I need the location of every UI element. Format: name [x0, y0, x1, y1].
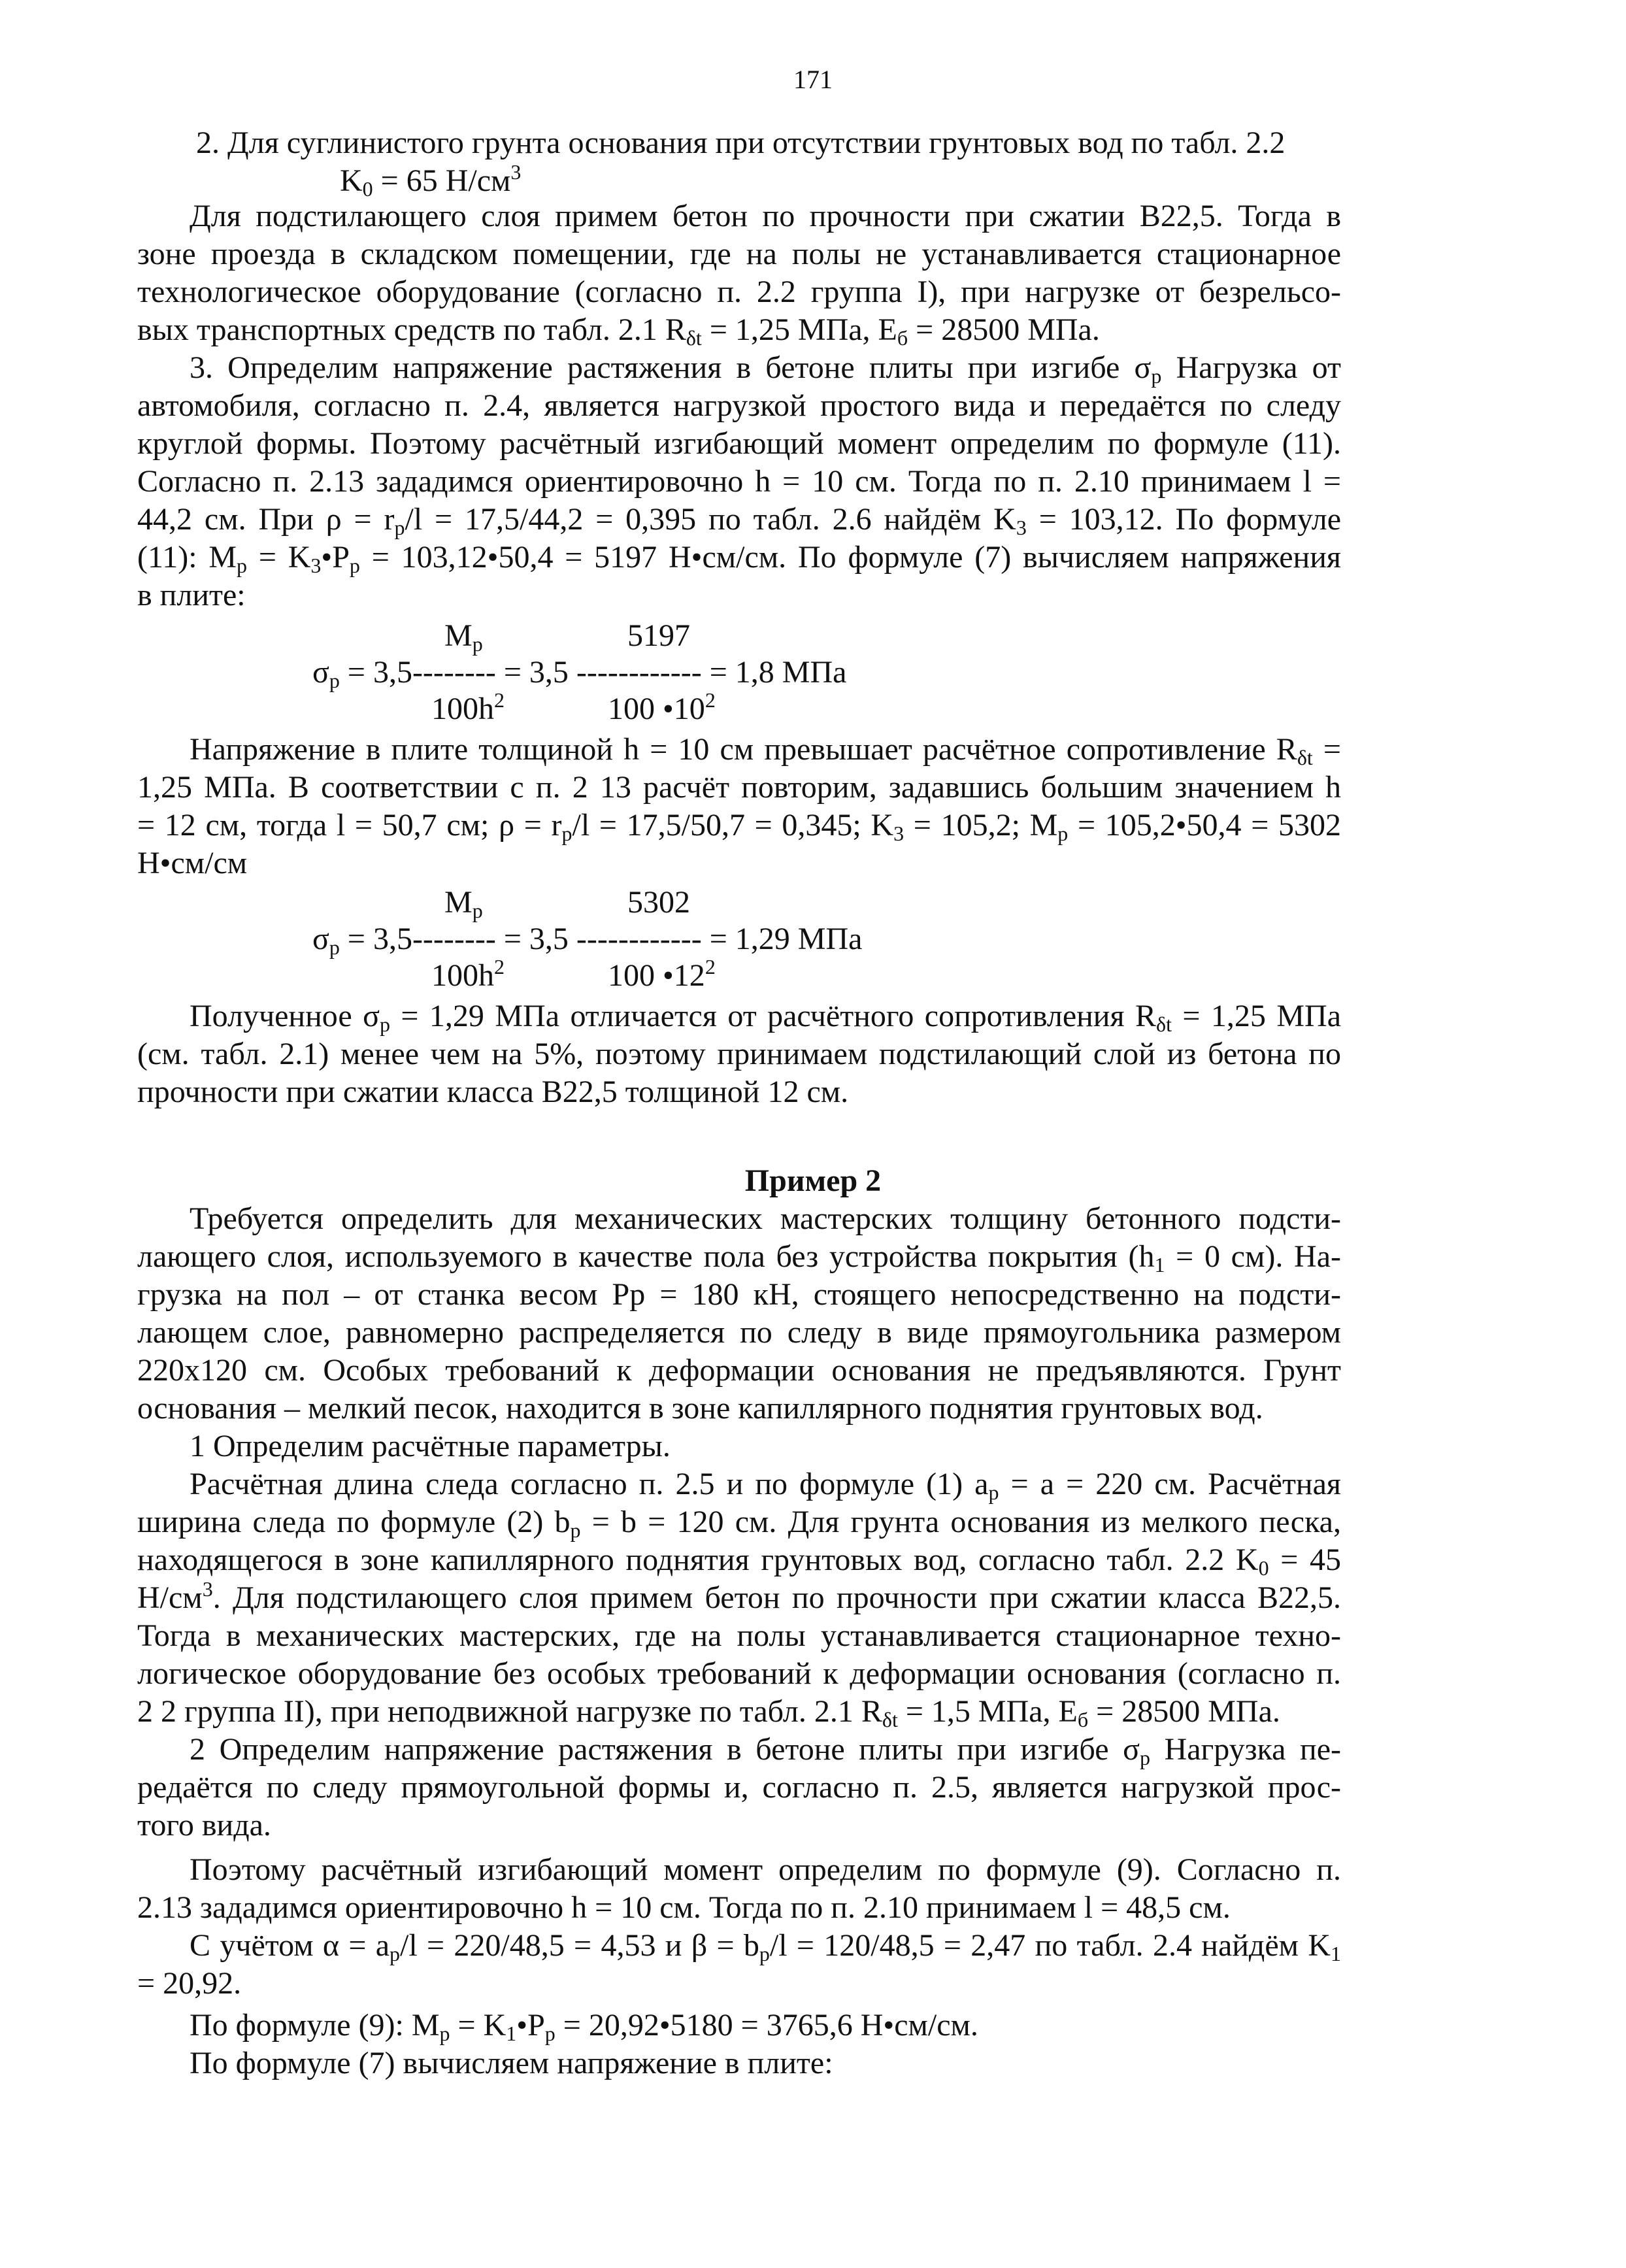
- text-line: Расчётная длина следа согласно п. 2.5 и по формуле (1) $a_p = a = 220$ см. Расчётная: [190, 1467, 1341, 1504]
- text-line: вых транспортных средств по табл. 2.1 $R_{\delta t} = 1,25$ МПа, $E_б = 28500$ МПа.: [137, 312, 1100, 350]
- text-line: $M_p$: [444, 885, 483, 922]
- text-line: (11): $M_p$ = $K_3•P_p$ = 103,12•50,4 = 5197 Н•см/см. По формуле (7) вычисляем напряжения: [137, 540, 1342, 577]
- text-line: лающего слоя, используемого в качестве пола без устройства покрытия ($h_1 = 0$ см). На-: [137, 1239, 1342, 1276]
- text-line: Требуется определить для механических мастерских толщину бетонного подсти-: [190, 1201, 1341, 1236]
- text-line: $Н/см^3$. Для подстилающего слоя примем бетон по прочности при сжатии класса В22,5.: [137, 1577, 1341, 1615]
- text-line: 2.13 зададимся ориентировочно h = 10 см. Тогда по п. 2.10 принимаем l = 48,5 см.: [137, 1890, 1231, 1925]
- text-line: $100h^2$: [431, 955, 505, 993]
- text-line: (см. табл. 2.1) менее чем на 5%, поэтому принимаем подстилающий слой из бетона по: [137, 1037, 1341, 1071]
- text-line: в плите:: [137, 578, 246, 612]
- text-line: прочности при сжатии класса В22,5 толщиной 12 см.: [137, 1075, 849, 1109]
- text-line: 2. Для суглинистого грунта основания при отсутствии грунтовых вод по табл. 2.2: [196, 125, 1286, 160]
- text-line: $K_0 = 65$ $Н/см^3$: [340, 160, 522, 201]
- text-line: 3. Определим напряжение растяжения в бетоне плиты при изгибе $\sigma_p$ Нагрузка от: [190, 350, 1341, 388]
- text-line: Тогда в механических мастерских, где на полы устанавливается стационарное техно-: [137, 1618, 1341, 1653]
- text-line: $\sigma_p = 3,5-------- = 3,5$ ------------ = 1,29 МПа: [312, 922, 863, 959]
- text-line: $M_p$: [444, 618, 483, 656]
- page-number: 171: [793, 65, 833, 94]
- text-line: С учётом $\alpha = a_p/l = 220/48,5 = 4,53$ и $\beta = b_p/l = 120/48,5 = 2,47$ по табл. 2.4 найдём $K_1$: [190, 1928, 1342, 1965]
- text-line: лающем слое, равномерно распределяется по следу в виде прямоугольника размером: [137, 1315, 1341, 1350]
- text-line: логическое оборудование без особых требований к деформации основания (согласно п.: [137, 1656, 1341, 1691]
- text-line: 5197: [627, 618, 690, 653]
- text-line: = 12 см, тогда l = 50,7 см; $\rho = r_p/l = 17,5/50,7 = 0,345$; $K_3 = 105,2$; $M_p$ = 105,2•50,4 = 5302: [137, 808, 1341, 845]
- text-line: ширина следа по формуле (2) $b_p = b = 120$ см. Для грунта основания из мелкого песка,: [137, 1505, 1341, 1542]
- text-line: 44,2 см. При $\rho = r_p/l = 17,5/44,2 = 0,395$ по табл. 2.6 найдём $K_3 = 103,12$. По формуле: [137, 502, 1341, 539]
- text-line: По формуле (9): $M_p$ = $K_1•P_p$ = 20,92•5180 = 3765,6 Н•см/см.: [190, 2008, 978, 2045]
- text-line: грузка на пол – от станка весом Pp = 180 кН, стоящего непосредственно на подсти-: [137, 1277, 1341, 1312]
- text-line: 2 2 группа II), при неподвижной нагрузке по табл. 2.1 $R_{\delta t} = 1,5$ МПа, $E_б = 28500$ МПа.: [137, 1694, 1280, 1731]
- text-line: круглой формы. Поэтому расчётный изгибающий момент определим по формуле (11).: [137, 426, 1341, 461]
- text-line: зоне проезда в складском помещении, где на полы не устанавливается стационарное: [137, 237, 1341, 271]
- text-line: = 20,92.: [137, 1966, 242, 2001]
- text-line: $\sigma_p = 3,5-------- = 3,5$ ------------ = 1,8 МПа: [312, 655, 847, 692]
- text-line: Н•см/см: [137, 846, 248, 880]
- text-line: 2 Определим напряжение растяжения в бетоне плиты при изгибе $\sigma_p$ Нагрузка пе-: [190, 1732, 1342, 1769]
- section-heading: Пример 2: [744, 1163, 882, 1198]
- text-line: 1 Определим расчётные параметры.: [190, 1429, 671, 1463]
- text-line: технологическое оборудование (согласно п. 2.2 группа I), при нагрузке от безрельсо-: [137, 275, 1341, 309]
- text-line: 220x120 см. Особых требований к деформации основания не предъявляются. Грунт: [137, 1353, 1341, 1388]
- text-line: По формуле (7) вычисляем напряжение в плите:: [190, 2046, 833, 2080]
- text-line: Для подстилающего слоя примем бетон по прочности при сжатии В22,5. Тогда в: [190, 199, 1341, 233]
- text-line: того вида.: [137, 1808, 271, 1843]
- text-line: $100h^2$: [431, 688, 505, 726]
- text-line: 1,25 МПа. В соответствии с п. 2 13 расчёт повторим, задавшись большим значением h: [137, 770, 1341, 805]
- text-line: 100 $•12^2$: [608, 955, 716, 993]
- text-line: редаётся по следу прямоугольной формы и, согласно п. 2.5, является нагрузкой прос-: [137, 1770, 1341, 1805]
- text-line: 5302: [627, 885, 690, 920]
- text-line: 100 $•10^2$: [608, 688, 716, 726]
- text-line: Поэтому расчётный изгибающий момент определим по формуле (9). Согласно п.: [190, 1852, 1341, 1887]
- text-line: основания – мелкий песок, находится в зоне капиллярного поднятия грунтовых вод.: [137, 1391, 1263, 1426]
- text-line: Полученное $\sigma_p = 1,29$ МПа отличается от расчётного сопротивления $R_{\delta t} = 1,25$ МПа: [190, 999, 1341, 1036]
- text-line: автомобиля, согласно п. 2.4, является нагрузкой простого вида и передаётся по следу: [137, 388, 1341, 423]
- text-line: Согласно п. 2.13 зададимся ориентировочно h = 10 см. Тогда по п. 2.10 принимаем l =: [137, 464, 1341, 499]
- text-line: Напряжение в плите толщиной h = 10 см превышает расчётное сопротивление $R_{\delta t}$ =: [190, 732, 1341, 769]
- text-line: находящегося в зоне капиллярного поднятия грунтовых вод, согласно табл. 2.2 $K_0 = 45$: [137, 1543, 1341, 1580]
